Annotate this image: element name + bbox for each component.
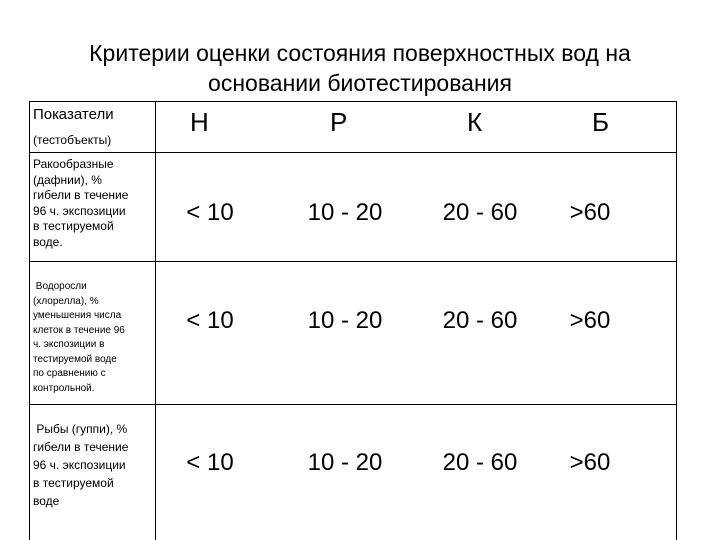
row-label-line: ч. экспозиции в (33, 339, 105, 350)
row-label-line: гибели в течение (33, 188, 129, 202)
row2-value-k: 20 - 60 (442, 307, 518, 334)
column-header-r: Р (330, 107, 348, 137)
param-header-sublabel: (тестобъекты) (33, 133, 112, 147)
row3-value-k: 20 - 60 (442, 449, 518, 476)
param-header-label: Покaзатели (33, 106, 114, 123)
row1-bottom-border (29, 261, 676, 262)
row-label-line: гибели в течение (33, 440, 129, 454)
row-label-line: 96 ч. экспозиции (33, 458, 126, 472)
row-label-line: в тестируемой (33, 476, 114, 490)
header-bottom-border (29, 152, 676, 153)
row2-value-b: >60 (569, 307, 611, 334)
row1-value-n: < 10 (186, 199, 234, 226)
row2-value-r: 10 - 20 (307, 307, 383, 334)
title-line-2: основании биотестирования (208, 70, 512, 96)
column-header-k: К (467, 107, 483, 137)
row-label-daphnia (33, 157, 153, 250)
row-label-line: клеток в течение 96 (33, 324, 125, 336)
row-label-fish (33, 420, 153, 510)
row-label-line: Ракообразные (33, 157, 114, 171)
row1-value-r: 10 - 20 (307, 199, 383, 226)
column-header-n: Н (190, 107, 209, 137)
row-label-line: (дафнии), % (33, 172, 102, 187)
row2-value-n: < 10 (186, 307, 234, 334)
row-label-line: Водоросли (33, 281, 87, 292)
row3-value-r: 10 - 20 (307, 449, 383, 476)
row-label-line: уменьшения числа (33, 310, 122, 321)
row-label-line: (хлорелла), % (33, 295, 99, 307)
row-label-algae (33, 280, 153, 396)
column-header-b: Б (592, 107, 610, 137)
row-label-line: воде (33, 494, 60, 508)
row-label-line: Рыбы (гуппи), % (33, 422, 128, 436)
table-top-border (29, 101, 676, 102)
param-column-border (155, 101, 156, 540)
row1-value-k: 20 - 60 (442, 199, 518, 226)
row-label-line: воде. (33, 234, 63, 249)
row-label-line: тестируемой воде (33, 353, 117, 365)
row2-bottom-border (29, 404, 676, 405)
row3-value-b: >60 (569, 449, 611, 476)
row-label-line: в тестируемой (33, 219, 114, 233)
title-line-1: Критерии оценки состояния поверхностных вод на (89, 40, 631, 66)
row-label-line: по сравнению с (33, 368, 106, 379)
row-label-line: контрольной. (33, 382, 95, 394)
row-label-line: 96 ч. экспозиции (33, 203, 126, 218)
table-left-border (29, 101, 30, 540)
table-right-border (676, 101, 677, 540)
row3-value-n: < 10 (186, 449, 234, 476)
row1-value-b: >60 (569, 199, 611, 226)
